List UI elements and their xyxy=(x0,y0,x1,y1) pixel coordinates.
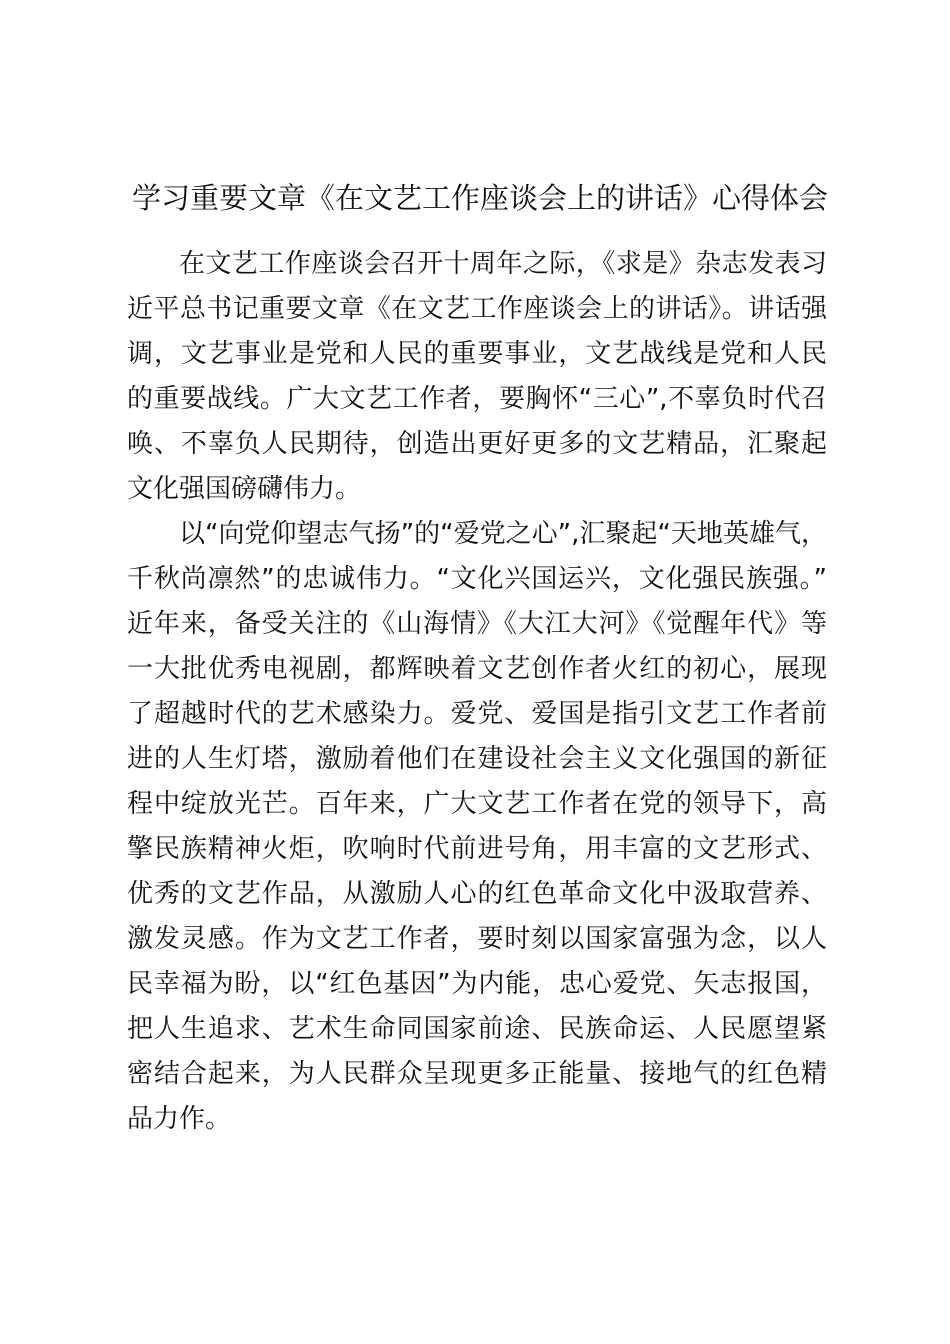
document-title: 学习重要文章《在文艺工作座谈会上的讲话》心得体会 xyxy=(131,181,828,215)
document-body xyxy=(127,242,827,1142)
paragraph-1: 在文艺工作座谈会召开十周年之际，《求是》杂志发表习近平总书记重要文章《在文艺工作座谈会上的讲话》。讲话强调，文艺事业是党和人民的重要事业，文艺战线是党和人民的重要战线。广大文艺工作者，要胸怀“三心”,不辜负时代召唤、不辜负人民期待，创造出更好更多的文艺精品，汇聚起文化强国磅礴伟力。 xyxy=(127,249,827,504)
paragraph-2: 以“向党仰望志气扬”的“爱党之心”,汇聚起“天地英雄气，千秋尚凛然”的忠诚伟力。“文化兴国运兴，文化强民族强。”近年来，备受关注的《山海情》《大江大河》《觉醒年代》等一大批优秀电视剧，都辉映着文艺创作者火红的初心，展现了超越时代的艺术感染力。爱党、爱国是指引文艺工作者前进的人生灯塔，激励着他们在建设社会主义文化强国的新征程中绽放光芒。百年来，广大文艺工作者在党的领导下，高擎民族精神火炬，吹响时代前进号角，用丰富的文艺形式、优秀的文艺作品，从激励人心的红色革命文化中汲取营养、激发灵感。作为文艺工作者，要时刻以国家富强为念，以人民幸福为盼，以“红色基因”为内能，忠心爱党、矢志报国，把人生追求、艺术生命同国家前途、民族命运、人民愿望紧密结合起来，为人民群众呈现更多正能量、接地气的红色精品力作。 xyxy=(127,519,827,1134)
